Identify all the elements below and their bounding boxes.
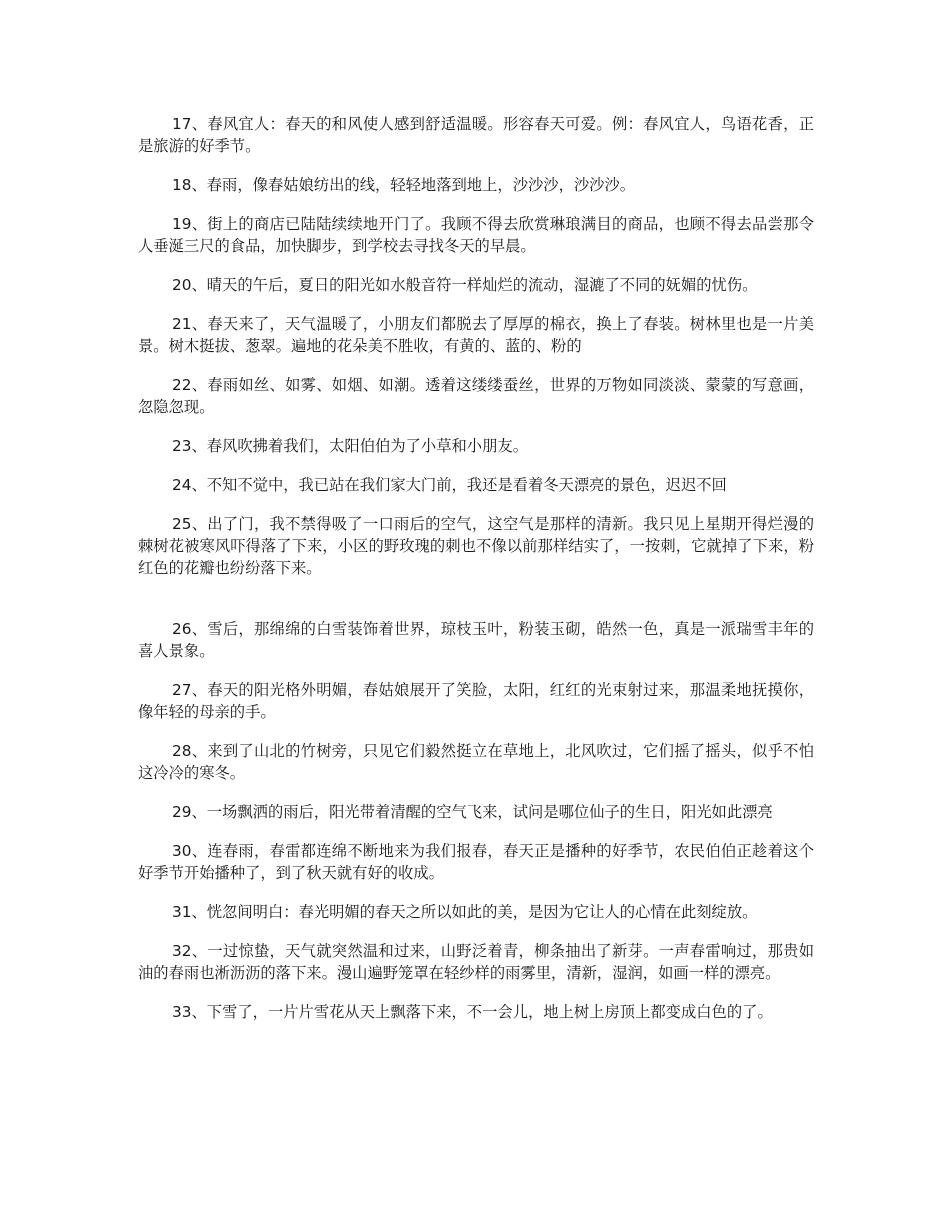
paragraph-28: 28、来到了山北的竹树旁，只见它们毅然挺立在草地上，北风吹过，它们摇了摇头，似乎不怕这冷冷的寒冬。 <box>138 742 814 782</box>
paragraph-22: 22、春雨如丝、如雾、如烟、如潮。透着这缕缕蚕丝，世界的万物如同淡淡、蒙蒙的写意画，忽隐忽现。 <box>138 376 814 416</box>
paragraph-21: 21、春天来了，天气温暖了，小朋友们都脱去了厚厚的棉衣，换上了春装。树林里也是一片美景。树木挺拔、葱翠。遍地的花朵美不胜收，有黄的、蓝的、粉的 <box>138 315 814 355</box>
paragraph-27: 27、春天的阳光格外明媚，春姑娘展开了笑脸，太阳，红红的光束射过来，那温柔地抚摸你，像年轻的母亲的手。 <box>138 681 814 721</box>
paragraph-17: 17、春风宜人：春天的和风使人感到舒适温暖。形容春天可爱。例：春风宜人，鸟语花香，正是旅游的好季节。 <box>138 115 814 155</box>
paragraph-19: 19、街上的商店已陆陆续续地开门了。我顾不得去欣赏琳琅满目的商品，也顾不得去品尝那令人垂涎三尺的食品，加快脚步，到学校去寻找冬天的早晨。 <box>138 215 814 255</box>
paragraph-24: 24、不知不觉中，我已站在我们家大门前，我还是看着冬天漂亮的景色，迟迟不回 <box>172 476 727 494</box>
paragraph-31: 31、恍忽间明白：春光明媚的春天之所以如此的美，是因为它让人的心情在此刻绽放。 <box>172 903 758 921</box>
paragraph-20: 20、晴天的午后，夏日的阳光如水般音符一样灿烂的流动，湿漉了不同的妩媚的忧伤。 <box>172 276 758 294</box>
paragraph-29: 29、一场飘洒的雨后，阳光带着清醒的空气飞来，试问是哪位仙子的生日，阳光如此漂亮 <box>172 803 773 821</box>
paragraph-26: 26、雪后，那绵绵的白雪装饰着世界，琼枝玉叶，粉装玉砌，皓然一色，真是一派瑞雪丰年的喜人景象。 <box>138 620 814 660</box>
paragraph-33: 33、下雪了，一片片雪花从天上飘落下来，不一会儿，地上树上房顶上都变成白色的了。 <box>172 1003 773 1021</box>
paragraph-18: 18、春雨，像春姑娘纺出的线，轻轻地落到地上，沙沙沙，沙沙沙。 <box>172 176 636 194</box>
paragraph-32: 32、一过惊蛰，天气就突然温和过来，山野泛着青，柳条抽出了新芽。一声春雷响过，那贵如油的春雨也淅沥沥的落下来。漫山遍野笼罩在轻纱样的雨雾里，清新，湿润，如画一样的漂亮。 <box>138 942 814 982</box>
paragraph-30: 30、连春雨，春雷都连绵不断地来为我们报春，春天正是播种的好季节，农民伯伯正趁着这个好季节开始播种了，到了秋天就有好的收成。 <box>138 842 814 882</box>
document-body <box>138 113 814 1040</box>
paragraph-23: 23、春风吹拂着我们，太阳伯伯为了小草和小朋友。 <box>172 437 528 455</box>
paragraph-25: 25、出了门，我不禁得吸了一口雨后的空气，这空气是那样的清新。我只见上星期开得烂漫的棘树花被寒风吓得落了下来，小区的野玫瑰的刺也不像以前那样结实了，一按刺，它就掉了下来，粉红色的花瓣也纷纷落下来。 <box>138 515 814 577</box>
